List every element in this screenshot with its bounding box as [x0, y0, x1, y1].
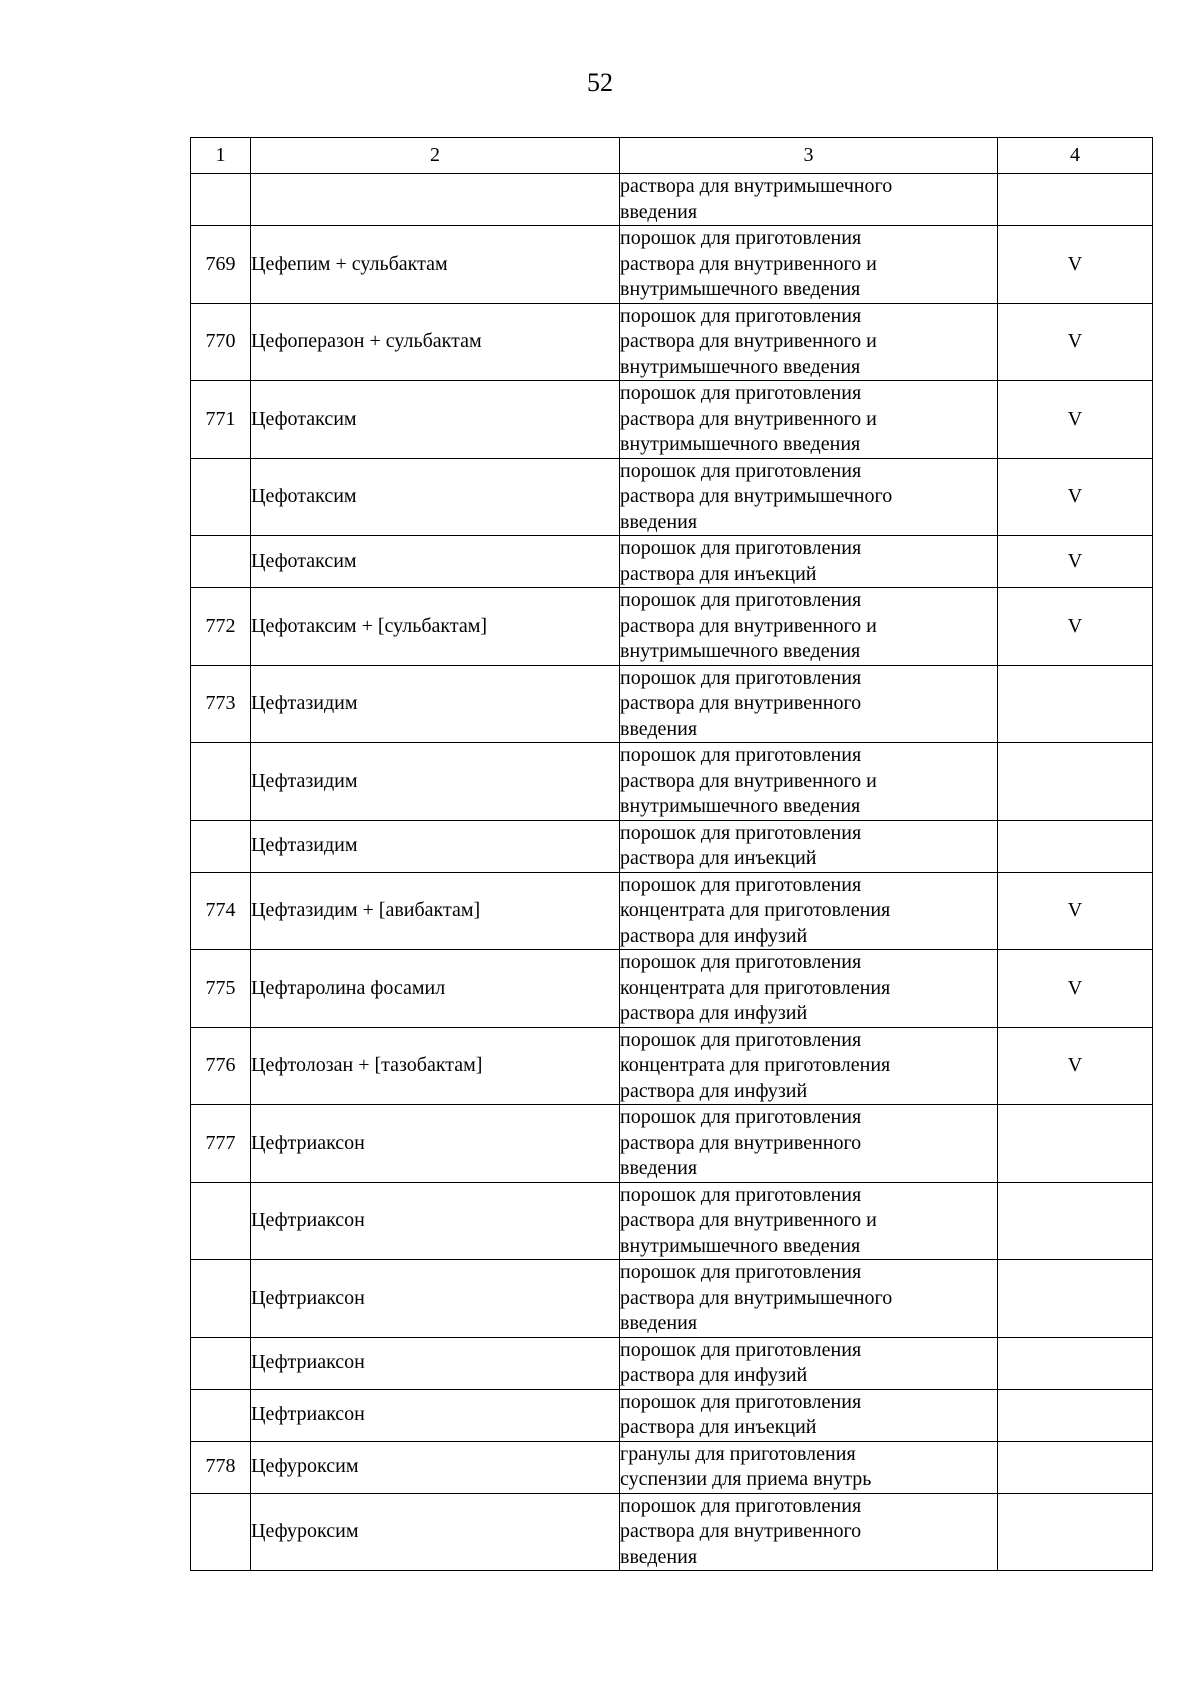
drug-name: Цефуроксим	[251, 1493, 620, 1571]
vzn-mark	[998, 1260, 1153, 1338]
vzn-mark	[998, 665, 1153, 743]
row-number: 775	[191, 950, 251, 1028]
dosage-form-line: раствора для инфузий	[620, 1079, 808, 1102]
vzn-mark	[998, 1493, 1153, 1571]
dosage-form	[620, 1105, 998, 1183]
dosage-form-line: внутримышечного введения	[620, 433, 861, 455]
dosage-form	[620, 872, 998, 950]
row-number	[191, 536, 251, 588]
dosage-form-line: внутримышечного введения	[620, 355, 861, 378]
table-row	[191, 1027, 1153, 1105]
drug-name: Цефтаролина фосамил	[251, 950, 620, 1028]
table-row	[191, 1337, 1153, 1389]
row-number: 773	[191, 665, 251, 743]
drug-name: Цефотаксим	[251, 381, 620, 459]
drug-name: Цефотаксим	[251, 536, 620, 588]
drug-name: Цефтриаксон	[251, 1389, 620, 1441]
dosage-form	[620, 1389, 998, 1441]
row-number	[191, 743, 251, 821]
dosage-form	[620, 1260, 998, 1338]
drug-name: Цефтазидим + [авибактам]	[251, 872, 620, 950]
vzn-mark	[998, 743, 1153, 821]
table-row	[191, 1260, 1153, 1338]
drug-name: Цефотаксим + [сульбактам]	[251, 588, 620, 666]
row-number	[191, 458, 251, 536]
dosage-form-line: раствора для внутримышечного	[620, 175, 893, 197]
dosage-form-line: порошок для приготовления	[620, 304, 862, 327]
dosage-form-line: суспензии для приема внутрь	[620, 1468, 872, 1490]
dosage-form-line: введения	[620, 1157, 698, 1179]
dosage-form-line: раствора для внутривенного	[620, 692, 862, 714]
vzn-mark: V	[998, 950, 1153, 1028]
drug-name: Цефтриаксон	[251, 1337, 620, 1389]
page-number: 52	[587, 68, 613, 97]
dosage-form	[620, 1027, 998, 1105]
drug-name: Цефтазидим	[251, 665, 620, 743]
dosage-form-line: порошок для приготовления	[620, 382, 862, 404]
dosage-form-line: порошок для приготовления	[620, 1261, 862, 1283]
row-number	[191, 174, 251, 226]
dosage-form-line: порошок для приготовления	[620, 821, 862, 844]
dosage-form-line: введения	[620, 1545, 698, 1568]
vzn-mark: V	[998, 588, 1153, 666]
dosage-form-line: раствора для внутривенного	[620, 1520, 862, 1542]
table-row	[191, 820, 1153, 872]
dosage-form	[620, 1441, 998, 1493]
vzn-mark: V	[998, 1027, 1153, 1105]
table-row	[191, 665, 1153, 743]
row-number	[191, 1260, 251, 1338]
table-row	[191, 1389, 1153, 1441]
drug-name: Цефтазидим	[251, 820, 620, 872]
dosage-form	[620, 226, 998, 304]
row-number: 774	[191, 872, 251, 950]
dosage-form	[620, 458, 998, 536]
vzn-mark	[998, 1441, 1153, 1493]
vzn-mark: V	[998, 381, 1153, 459]
row-number	[191, 820, 251, 872]
drug-name: Цефтриаксон	[251, 1260, 620, 1338]
row-number: 778	[191, 1441, 251, 1493]
column-header: 2	[251, 138, 620, 174]
vzn-mark: V	[998, 303, 1153, 381]
dosage-form-line: гранулы для приготовления	[620, 1442, 856, 1465]
dosage-form-line: порошок для приготовления	[620, 459, 862, 482]
row-number	[191, 1389, 251, 1441]
table-row	[191, 950, 1153, 1028]
dosage-form-line: раствора для внутривенного	[620, 1131, 862, 1154]
dosage-form-line: концентрата для приготовления	[620, 976, 891, 999]
table-row	[191, 536, 1153, 588]
drug-name: Цефтриаксон	[251, 1105, 620, 1183]
dosage-form	[620, 1337, 998, 1389]
dosage-form-line: раствора для внутривенного и	[620, 614, 877, 637]
table-body	[191, 174, 1153, 1571]
dosage-form-line: порошок для приготовления	[620, 744, 862, 766]
drug-name: Цефепим + сульбактам	[251, 226, 620, 304]
column-header: 4	[998, 138, 1153, 174]
dosage-form-line: порошок для приготовления	[620, 666, 862, 689]
table-row	[191, 743, 1153, 821]
dosage-form	[620, 303, 998, 381]
drug-name: Цефуроксим	[251, 1441, 620, 1493]
dosage-form-line: порошок для приготовления	[620, 227, 862, 249]
table-row	[191, 174, 1153, 226]
dosage-form	[620, 536, 998, 588]
row-number	[191, 1182, 251, 1260]
table-row	[191, 226, 1153, 304]
row-number: 772	[191, 588, 251, 666]
dosage-form-line: раствора для внутривенного и	[620, 1209, 877, 1231]
dosage-form-line: раствора для внутривенного и	[620, 252, 877, 275]
row-number	[191, 1337, 251, 1389]
dosage-form-line: введения	[620, 200, 698, 223]
table-header-row	[191, 138, 1153, 174]
table-row	[191, 1441, 1153, 1493]
table-row	[191, 303, 1153, 381]
dosage-form-line: раствора для внутривенного и	[620, 330, 877, 352]
vzn-mark	[998, 1389, 1153, 1441]
dosage-form-line: раствора для внутримышечного	[620, 485, 893, 507]
dosage-form-line: внутримышечного введения	[620, 795, 861, 817]
dosage-form	[620, 743, 998, 821]
row-number: 770	[191, 303, 251, 381]
vzn-mark	[998, 1182, 1153, 1260]
table-row	[191, 1182, 1153, 1260]
drug-name: Цефтазидим	[251, 743, 620, 821]
drug-name: Цефоперазон + сульбактам	[251, 303, 620, 381]
drug-name	[251, 174, 620, 226]
table-row	[191, 1493, 1153, 1571]
dosage-form	[620, 381, 998, 459]
vzn-mark: V	[998, 872, 1153, 950]
dosage-form	[620, 1493, 998, 1571]
dosage-form-line: порошок для приготовления	[620, 1338, 862, 1361]
dosage-form-line: раствора для внутримышечного	[620, 1286, 893, 1309]
drug-name: Цефотаксим	[251, 458, 620, 536]
vzn-mark: V	[998, 226, 1153, 304]
table-row	[191, 588, 1153, 666]
drug-name: Цефтолозан + [тазобактам]	[251, 1027, 620, 1105]
dosage-form-line: порошок для приготовления	[620, 1494, 862, 1517]
dosage-form-line: внутримышечного введения	[620, 640, 861, 662]
dosage-form-line: раствора для инфузий	[620, 924, 808, 947]
dosage-form-line: введения	[620, 717, 698, 740]
dosage-form-line: концентрата для приготовления	[620, 899, 891, 921]
column-header: 1	[191, 138, 251, 174]
dosage-form-line: концентрата для приготовления	[620, 1054, 891, 1076]
table-row	[191, 1105, 1153, 1183]
dosage-form-line: раствора для инъекций	[620, 562, 817, 585]
vzn-mark: V	[998, 536, 1153, 588]
row-number: 771	[191, 381, 251, 459]
dosage-form-line: порошок для приготовления	[620, 1390, 862, 1413]
drug-table	[190, 137, 1153, 1571]
dosage-form-line: раствора для инъекций	[620, 1416, 817, 1438]
dosage-form	[620, 1182, 998, 1260]
dosage-form-line: порошок для приготовления	[620, 1106, 862, 1128]
dosage-form-line: раствора для инфузий	[620, 1002, 808, 1024]
dosage-form-line: раствора для инъекций	[620, 847, 817, 869]
table-row	[191, 872, 1153, 950]
dosage-form-line: введения	[620, 510, 698, 533]
dosage-form-line: раствора для инфузий	[620, 1364, 808, 1386]
dosage-form-line: порошок для приготовления	[620, 1028, 862, 1051]
dosage-form	[620, 820, 998, 872]
drug-name: Цефтриаксон	[251, 1182, 620, 1260]
dosage-form	[620, 588, 998, 666]
dosage-form-line: внутримышечного введения	[620, 278, 861, 300]
dosage-form-line: порошок для приготовления	[620, 873, 862, 896]
row-number	[191, 1493, 251, 1571]
table-row	[191, 381, 1153, 459]
row-number: 769	[191, 226, 251, 304]
row-number: 776	[191, 1027, 251, 1105]
vzn-mark: V	[998, 458, 1153, 536]
dosage-form	[620, 950, 998, 1028]
dosage-form-line: порошок для приготовления	[620, 1183, 862, 1206]
dosage-form	[620, 174, 998, 226]
column-header: 3	[620, 138, 998, 174]
table-row	[191, 458, 1153, 536]
dosage-form	[620, 665, 998, 743]
vzn-mark	[998, 174, 1153, 226]
dosage-form-line: раствора для внутривенного и	[620, 407, 877, 430]
vzn-mark	[998, 1337, 1153, 1389]
dosage-form-line: введения	[620, 1312, 698, 1334]
dosage-form-line: порошок для приготовления	[620, 951, 862, 973]
vzn-mark	[998, 1105, 1153, 1183]
dosage-form-line: порошок для приготовления	[620, 589, 862, 611]
dosage-form-line: порошок для приготовления	[620, 537, 862, 559]
vzn-mark	[998, 820, 1153, 872]
dosage-form-line: раствора для внутривенного и	[620, 769, 877, 792]
row-number: 777	[191, 1105, 251, 1183]
dosage-form-line: внутримышечного введения	[620, 1234, 861, 1257]
